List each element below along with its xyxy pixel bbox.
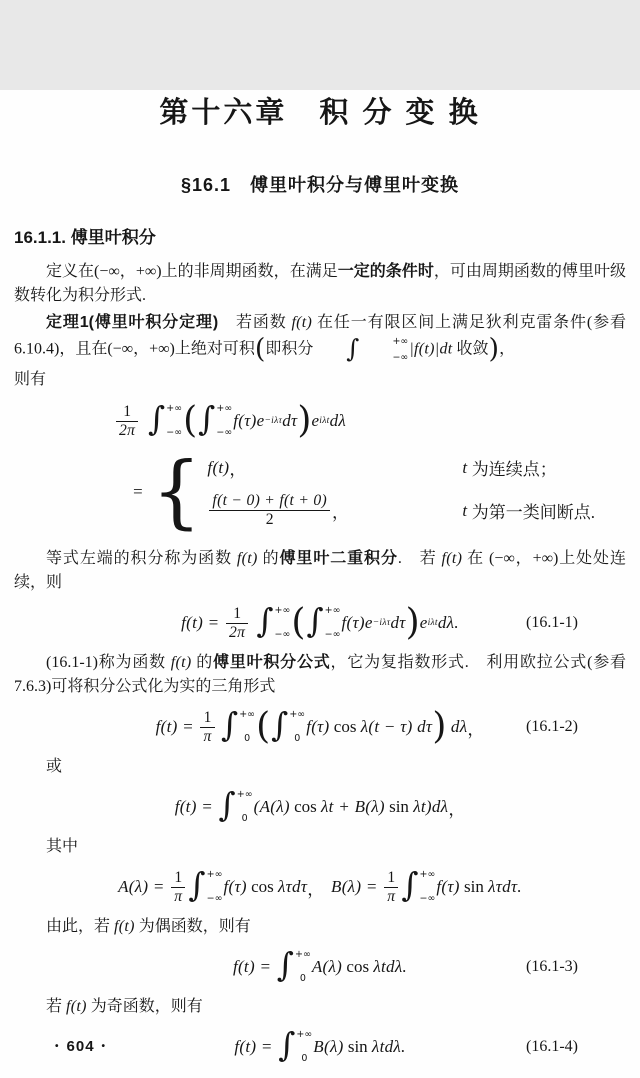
integral-limits	[324, 604, 341, 642]
integral	[271, 705, 306, 746]
integral-limits	[295, 1028, 312, 1066]
footer-right-dot: •	[101, 1040, 107, 1052]
numerator	[200, 709, 214, 727]
denominator	[226, 623, 248, 642]
math-text: A(λ)	[311, 957, 343, 977]
lower-limit: −∞	[206, 892, 223, 904]
lower-limit: −∞	[324, 628, 341, 640]
bold-term: 一定的条件时	[337, 263, 434, 280]
math-text: f(t)	[207, 457, 230, 477]
display-equation	[14, 785, 626, 826]
cjk-text: ，可由周期函数的傅里叶级数转化为积分形式.	[14, 263, 626, 304]
book-page	[0, 90, 640, 1078]
math-text: dλ.	[437, 613, 459, 633]
math-text: λt + B(λ)	[321, 797, 385, 817]
equation-body	[118, 865, 522, 906]
integral-limits	[419, 868, 436, 906]
superscript: −iλτ	[372, 618, 391, 629]
upper-limit: +∞	[216, 403, 233, 415]
fraction	[226, 605, 248, 642]
integral	[256, 601, 291, 642]
cjk-text: sin	[343, 1037, 372, 1057]
cases-row	[207, 455, 595, 480]
math-text: f(t) =	[232, 957, 276, 977]
case-value	[207, 492, 462, 529]
display-equation	[14, 601, 626, 644]
cjk-text: (16.1-1)称为函数	[46, 654, 171, 672]
math-text: f(t) =	[234, 1037, 278, 1057]
integral-sign: ∫	[346, 334, 360, 363]
math-text: f(t)	[441, 550, 463, 568]
integral	[198, 399, 233, 440]
numerator	[226, 605, 248, 623]
content	[14, 260, 630, 1066]
cjk-text: ，	[307, 879, 325, 899]
upper-limit: +∞	[166, 403, 183, 415]
math-text: f(t − 0) + f(t + 0)	[212, 492, 327, 510]
case-value	[207, 455, 462, 480]
integral-sign: ∫	[220, 705, 239, 745]
lower-limit: 0	[294, 732, 301, 744]
cjk-text: cos	[246, 877, 278, 897]
paragraph	[14, 915, 626, 939]
math-text: A(λ) =	[118, 877, 170, 897]
lower-limit: −∞	[419, 892, 436, 904]
math-text: λt)dλ	[413, 797, 449, 817]
integral-limits	[274, 604, 291, 642]
math-text: dλ	[446, 717, 468, 737]
cases-rows	[207, 449, 595, 535]
equation-body	[234, 1025, 406, 1066]
big-paren: )	[488, 333, 500, 365]
paragraph	[14, 260, 626, 308]
cases-equation: = { f(t) ， t 为连续点； $\frac{f(t - 0) + f(t + 0)}{2}$ ， t 为第一类间断点.	[132, 446, 595, 539]
integral-limits	[165, 402, 182, 440]
math-text: (A(λ)	[253, 797, 290, 817]
cjk-text: 收敛	[452, 340, 489, 358]
lower-limit: 0	[244, 732, 251, 744]
cjk-text: 1	[387, 868, 396, 886]
cjk-text: 若函数	[218, 314, 292, 331]
math-text: f(t)	[170, 654, 192, 672]
math-text: 2π	[119, 421, 136, 439]
math-text: λ(t − τ) dτ	[360, 717, 433, 737]
case-condition	[462, 455, 556, 480]
cjk-text: 的	[257, 550, 280, 568]
integral	[276, 945, 311, 986]
equation-label: (16.1-3)	[526, 958, 578, 976]
cases-row	[207, 492, 595, 529]
math-text: λtdλ.	[371, 1037, 406, 1057]
math-text: dτ	[390, 613, 406, 633]
integral-sign: ∫	[278, 1025, 296, 1065]
integral-sign: ∫	[271, 705, 289, 745]
bold-term: 傅里叶二重积分	[279, 550, 398, 568]
cjk-text: ，它为复指数形式. 利用欧拉公式(参看 7.6.3)可将积分公式化为实的三角形式	[14, 654, 630, 696]
equation-label: (16.1-2)	[526, 718, 578, 736]
upper-limit: +∞	[295, 949, 311, 961]
integral-sign: ∫	[256, 601, 274, 641]
paragraph	[14, 995, 626, 1019]
upper-limit: +∞	[274, 605, 291, 617]
math-text: π	[174, 887, 183, 905]
cjk-text: 的	[191, 654, 214, 672]
denominator	[384, 887, 398, 906]
lower-limit: −∞	[216, 426, 233, 438]
cjk-text: ，	[448, 799, 466, 819]
superscript: iλt	[319, 416, 330, 427]
paragraph	[14, 835, 626, 859]
cjk-text: 在 (−∞，+∞)上处处连续，则	[14, 550, 626, 592]
math-text: f(τ)	[223, 877, 247, 897]
integral-sign: ∫	[306, 601, 324, 641]
paragraph	[14, 311, 630, 365]
equation-body	[232, 945, 408, 986]
math-text: f(τ)	[436, 877, 460, 897]
page-number: 604	[66, 1038, 95, 1055]
cjk-text: 为第一类间断点.	[467, 503, 595, 523]
cjk-text: 等式左端的积分称为函数	[46, 550, 237, 568]
math-text: λtdλ.	[373, 957, 408, 977]
footer-left-dot: •	[55, 1040, 60, 1052]
denominator	[171, 887, 185, 906]
paragraph	[14, 651, 630, 699]
fraction	[384, 869, 398, 906]
numerator	[116, 403, 138, 421]
math-text: f(t)	[66, 998, 87, 1016]
lower-limit: −∞	[274, 628, 291, 640]
math-text: f(t)	[291, 314, 313, 331]
integral-limits	[359, 335, 408, 365]
lower-limit: 0	[241, 812, 248, 824]
integral	[218, 785, 253, 826]
math-text: π	[387, 887, 396, 905]
upper-limit: +∞	[296, 1029, 313, 1041]
lower-limit: 0	[299, 972, 306, 984]
cjk-text: 其中	[46, 838, 79, 856]
cjk-text: 在任一有限区间上满足狄利克雷条件(参看 6.10.4)，且在(−∞，+∞)上绝对可积	[14, 314, 630, 358]
cjk-text: ，	[332, 503, 349, 523]
fraction	[200, 709, 214, 746]
paragraph	[14, 547, 626, 595]
equation-body: f(t) = $\frac{1}{2\pi}$ ∫ +∞ −∞ ( ∫ +∞ −∞ f(τ)e −iλτ dτ ) e iλt dλ.	[181, 601, 459, 644]
cjk-text: cos	[342, 957, 374, 977]
integral-sign: ∫	[188, 865, 206, 905]
integral	[278, 1025, 313, 1066]
integral	[148, 399, 183, 440]
math-text: dλ	[329, 411, 347, 431]
bold-term: 定理1(傅里叶积分定理)	[46, 314, 219, 331]
denominator	[209, 510, 330, 529]
equation-label: (16.1-1)	[526, 614, 578, 632]
fraction	[209, 492, 330, 529]
math-text: t	[462, 457, 468, 477]
math-text: f(t) =	[174, 797, 218, 817]
page-footer	[55, 1038, 106, 1055]
integral-sign: ∫	[148, 399, 166, 439]
equation-body	[174, 785, 466, 826]
math-text: f(τ)e	[233, 411, 265, 431]
math-text: dτ	[282, 411, 298, 431]
superscript: −iλτ	[264, 416, 283, 427]
upper-limit: +∞	[239, 709, 256, 721]
math-text: λτdτ	[278, 877, 308, 897]
math-text: λτdτ.	[488, 877, 522, 897]
cjk-text: ，	[499, 340, 516, 358]
math-text: 2π	[228, 623, 246, 641]
cjk-text: sin	[384, 797, 414, 817]
integral-sign: ∫	[401, 865, 419, 905]
cjk-text: cos	[289, 797, 322, 817]
cjk-text: 为偶函数，则有	[134, 918, 251, 936]
section-title: §16.1 傅里叶积分与傅里叶变换	[180, 175, 460, 195]
fraction	[171, 869, 185, 906]
integral	[401, 865, 436, 906]
cjk-text: 1	[123, 403, 132, 420]
cjk-text: 为连续点；	[467, 460, 557, 480]
upper-limit: +∞	[392, 336, 409, 347]
numerator	[384, 869, 398, 887]
cjk-text: 1	[174, 868, 183, 886]
math-text: f(t)	[114, 918, 135, 936]
math-text: B(λ) =	[331, 877, 383, 897]
case-condition	[462, 498, 595, 523]
integral-sign: ∫	[276, 945, 294, 985]
cjk-text: sin	[459, 877, 489, 897]
equation-body: f(t) = $\frac{1}{\pi}$ ∫ +∞ 0 ( ∫ +∞ 0 f(τ) cos λ(t − τ) dτ ) dλ ，	[155, 705, 485, 748]
cjk-text: 由此，若	[46, 918, 115, 936]
upper-limit: +∞	[236, 789, 253, 801]
superscript: iλt	[427, 618, 438, 629]
lower-limit: −∞	[392, 351, 409, 363]
integral-limits	[215, 402, 232, 440]
paragraph	[14, 755, 626, 779]
cjk-text: 定义在(−∞，+∞)上的非周期函数，在满足	[46, 263, 338, 280]
integral	[188, 865, 223, 906]
math-text: |f(t)|dt	[409, 340, 453, 358]
cjk-text: 若	[46, 998, 67, 1016]
cjk-text: 或	[46, 758, 63, 776]
integral	[220, 705, 256, 746]
upper-limit: +∞	[419, 869, 436, 881]
numerator	[209, 492, 330, 510]
integral-limits	[238, 708, 255, 746]
upper-limit: +∞	[289, 709, 306, 721]
cjk-text: 1	[233, 604, 241, 622]
math-text: f(τ)	[306, 717, 330, 737]
integral-sign: ∫	[198, 399, 216, 439]
math-text: f(τ)e	[341, 613, 373, 633]
integral	[306, 601, 341, 642]
equals-sign: =	[132, 482, 144, 502]
integral-sign: ∫	[218, 785, 236, 825]
integral-limits	[288, 708, 305, 746]
cjk-text: 1	[203, 708, 212, 726]
big-paren: (	[254, 333, 266, 365]
integral-limits	[294, 948, 311, 986]
display-equation	[14, 705, 626, 748]
cjk-text: . 若	[397, 550, 442, 568]
math-text: e	[419, 613, 428, 633]
page-body	[0, 90, 640, 1066]
upper-limit: +∞	[324, 605, 341, 617]
math-text: t	[462, 500, 468, 520]
integral-limits	[206, 868, 223, 906]
math-text: e	[311, 411, 320, 431]
denominator	[200, 727, 214, 746]
integral	[314, 335, 408, 365]
display-equation	[14, 401, 626, 440]
subsection-title: 16.1.1. 傅里叶积分	[14, 228, 156, 247]
cjk-text: 即积分	[265, 340, 314, 358]
cjk-text: ，	[467, 719, 485, 739]
paragraph	[14, 368, 626, 392]
cjk-text: 则有	[14, 371, 47, 388]
lower-limit: 0	[301, 1052, 308, 1064]
bold-term: 傅里叶积分公式	[213, 654, 331, 672]
display-equation	[14, 865, 626, 906]
math-text: B(λ)	[313, 1037, 344, 1057]
upper-limit: +∞	[206, 869, 223, 881]
chapter-title: 第十六章 积 分 变 换	[159, 97, 481, 129]
equation-body: $\frac{1}{2\pi}$ ∫ +∞ −∞ ( ∫ +∞ −∞ f(τ)e −iλτ dτ ) e iλt dλ	[114, 402, 346, 440]
cjk-text: ，	[229, 460, 247, 480]
equation-label: (16.1-4)	[526, 1038, 578, 1056]
math-text: f(t) =	[181, 613, 224, 633]
math-text: π	[203, 727, 212, 745]
cjk-text: 2	[265, 511, 274, 529]
integral-limits	[236, 788, 253, 826]
lower-limit: −∞	[166, 426, 183, 438]
fraction	[116, 403, 138, 440]
cjk-text: 为奇函数，则有	[86, 998, 203, 1016]
math-text: f(t)	[236, 550, 258, 568]
denominator	[116, 421, 138, 440]
cjk-text: cos	[329, 717, 361, 737]
numerator	[171, 869, 185, 887]
math-text: f(t) =	[155, 717, 199, 737]
display-equation	[14, 945, 626, 986]
